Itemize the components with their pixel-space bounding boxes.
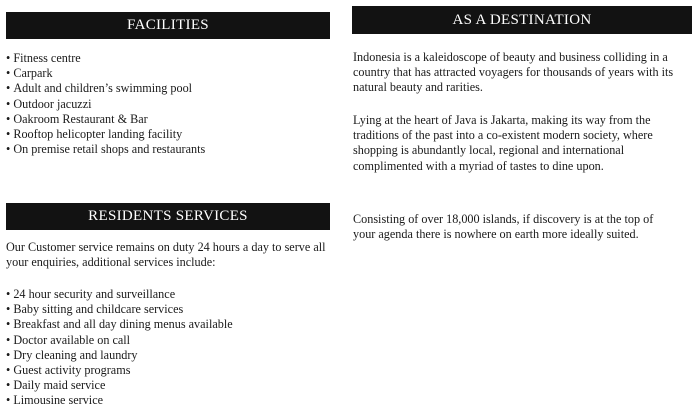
list-item: • On premise retail shops and restaurants [6,142,205,157]
list-item: • Daily maid service [6,378,233,393]
destination-paragraph: Indonesia is a kaleidoscope of beauty and business colliding in a country that has attracted voyagers for thousands of years with its natural beauty and rarities. [353,50,674,95]
destination-paragraph: Consisting of over 18,000 islands, if discovery is at the top of your agenda there is nowhere on earth more ideally suited. [353,212,654,242]
list-item: • Guest activity programs [6,363,233,378]
facilities-heading: FACILITIES [6,12,330,39]
destination-heading: AS A DESTINATION [352,6,692,34]
list-item: • Doctor available on call [6,333,233,348]
facilities-list [6,51,205,157]
list-item: • Outdoor jacuzzi [6,97,205,112]
list-item: • Rooftop helicopter landing facility [6,127,205,142]
list-item: • Oakroom Restaurant & Bar [6,112,205,127]
residents-intro-text: Our Customer service remains on duty 24 hours a day to serve all your enquiries, additional services include: [6,240,326,270]
list-item: • Dry cleaning and laundry [6,348,233,363]
residents-services-heading: RESIDENTS SERVICES [6,203,330,230]
destination-paragraph: Lying at the heart of Java is Jakarta, making its way from the traditions of the past into a co-existent modern society, where shopping is abundantly local, regional and international complimented with a myriad of tastes to dine upon. [353,113,653,173]
list-item: • Carpark [6,66,205,81]
list-item: • Adult and children’s swimming pool [6,81,205,96]
residents-services-list [6,287,233,409]
list-item: • Fitness centre [6,51,205,66]
list-item: • Limousine service [6,393,233,408]
list-item: • 24 hour security and surveillance [6,287,233,302]
list-item: • Breakfast and all day dining menus available [6,317,233,332]
list-item: • Baby sitting and childcare services [6,302,233,317]
